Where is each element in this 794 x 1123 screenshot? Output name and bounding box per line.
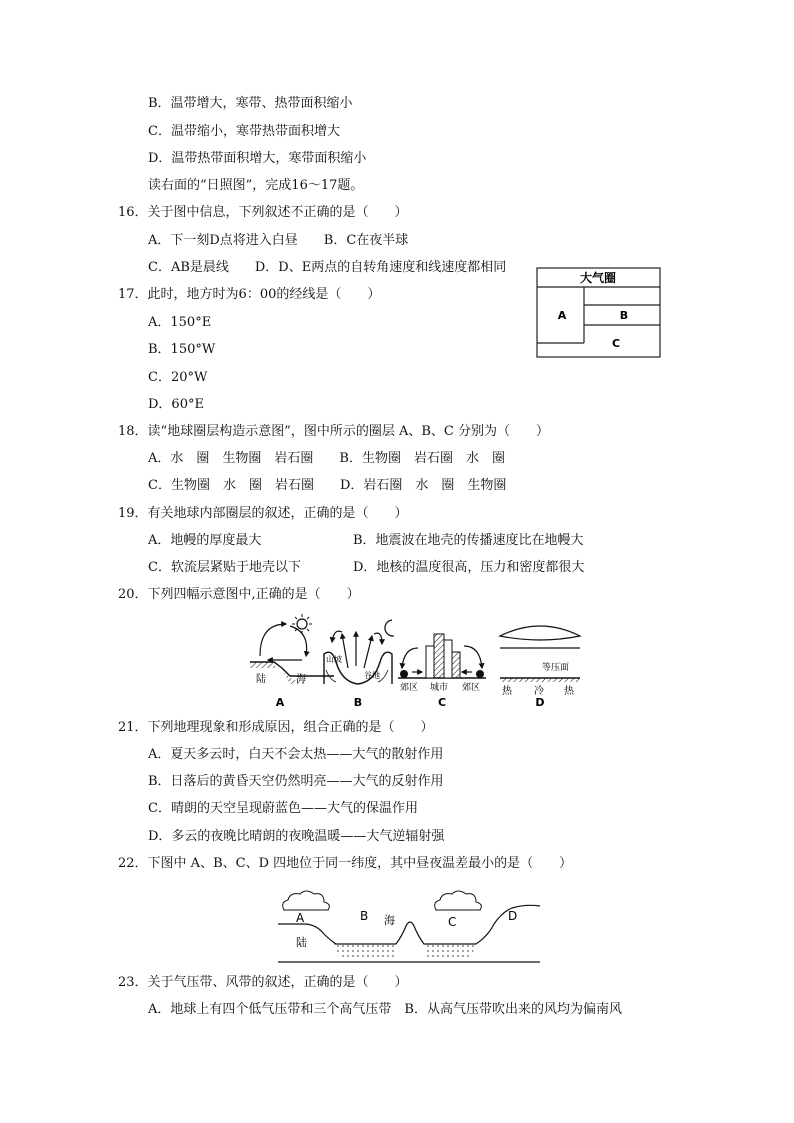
sphere-label-c: C [611, 337, 621, 350]
reading-intro: 读右面的“日照图”，完成16～17题。 [148, 178, 364, 193]
question-19: 19．有关地球内部圈层的叙述，正确的是（ ） [118, 506, 408, 521]
sphere-label-a: A [557, 309, 567, 322]
q20b-mountain: 山坡 [326, 655, 342, 664]
q22-label-a: A [296, 911, 305, 925]
q19-option-a: A．地幔的厚度最大 [148, 533, 262, 548]
q18-options-ab: A．水 圈 生物圈 岩石圈 B．生物圈 岩石圈 水 圈 [148, 451, 505, 466]
q22-label-c: C [448, 915, 457, 929]
q20d-letter: D [535, 696, 545, 709]
q21-option-b: B．日落后的黄昏天空仍然明亮——大气的反射作用 [148, 774, 444, 789]
question-18: 18．读“地球圈层构造示意图”，图中所示的圈层 A、B、C 分别为（ ） [118, 424, 549, 439]
question-21: 21．下列地理现象和形成原因，组合正确的是（ ） [118, 720, 434, 735]
option-d-line: D．温带热带面积增大，寒带面积缩小 [148, 151, 367, 166]
q21-option-a: A．夏天多云时，白天不会太热——大气的散射作用 [148, 747, 444, 762]
q20-panel-b [324, 620, 394, 709]
q16-options-cd: C．AB是晨线 D．D、E两点的自转角速度和线速度都相同 [148, 260, 507, 275]
question-17: 17．此时，地方时为6：00的经线是（ ） [118, 287, 381, 302]
q20a-sea: 海 [296, 674, 306, 685]
q22-label-b: B [360, 909, 369, 923]
question-20: 20．下列四幅示意图中,正确的是（ ） [118, 587, 360, 602]
moon-icon [385, 620, 394, 636]
q20-panel-c [398, 634, 486, 709]
q20-panel-d [500, 626, 580, 709]
q19-option-c: C．软流层紧贴于地壳以下 [148, 560, 301, 575]
q17-option-c: C．20°W [148, 370, 208, 385]
q21-option-c: C．晴朗的天空呈现蔚蓝色——大气的保温作用 [148, 801, 418, 816]
q20a-land: 陆 [256, 674, 266, 685]
q20c-suburb-left: 郊区 [400, 683, 419, 693]
q17-option-b: B．150°W [148, 342, 216, 357]
q17-option-d: D．60°E [148, 397, 204, 412]
option-b-line: B．温带增大，寒带、热带面积缩小 [148, 96, 353, 111]
q20b-valley: 谷地 [364, 671, 380, 680]
sphere-title: 大气圈 [579, 271, 617, 285]
q19-option-b: B．地震波在地壳的传播速度比在地幔大 [353, 533, 584, 548]
q20-diagrams [246, 610, 586, 710]
question-22: 22．下图中 A、B、C、D 四地位于同一纬度，其中昼夜温差最小的是（ ） [118, 856, 573, 871]
q20d-cold: 冷 [534, 686, 544, 697]
q20d-hot-right: 热 [564, 686, 574, 697]
q20c-suburb-right: 郊区 [462, 683, 481, 693]
option-c-line: C．温带缩小，寒带热带面积增大 [148, 124, 340, 139]
sphere-structure-figure [536, 267, 662, 359]
q22-land: 陆 [296, 936, 307, 949]
cloud-icon [435, 891, 482, 910]
q20d-hot-left: 热 [502, 686, 512, 697]
q20d-isobar: 等压面 [542, 663, 570, 673]
q20c-letter: C [437, 696, 447, 709]
q20b-letter: B [353, 696, 363, 709]
q20a-letter: A [275, 696, 285, 709]
q20c-city: 城市 [430, 683, 449, 693]
question-23: 23．关于气压带、风带的叙述，正确的是（ ） [118, 975, 408, 990]
q20-panel-a [250, 614, 334, 709]
question-16: 16．关于图中信息，下列叙述不正确的是（ ） [118, 205, 408, 220]
q18-options-cd: C．生物圈 水 圈 岩石圈 D．岩石圈 水 圈 生物圈 [148, 478, 507, 493]
sphere-label-b: B [619, 309, 629, 322]
q22-label-d: D [508, 909, 518, 923]
q23-options-ab: A．地球上有四个低气压带和三个高气压带 B．从高气压带吹出来的风均为偏南风 [148, 1002, 622, 1017]
q19-option-d: D．地核的温度很高，压力和密度都很大 [353, 560, 585, 575]
q22-sea: 海 [384, 914, 395, 927]
q21-option-d: D．多云的夜晚比晴朗的夜晚温暖——大气逆辐射强 [148, 829, 445, 844]
sun-icon [292, 614, 312, 634]
cloud-icon [283, 891, 330, 910]
q16-options-ab: A．下一刻D点将进入白昼 B．C在夜半球 [148, 233, 409, 248]
q17-option-a: A．150°E [148, 315, 212, 330]
q22-diagram [276, 884, 542, 966]
